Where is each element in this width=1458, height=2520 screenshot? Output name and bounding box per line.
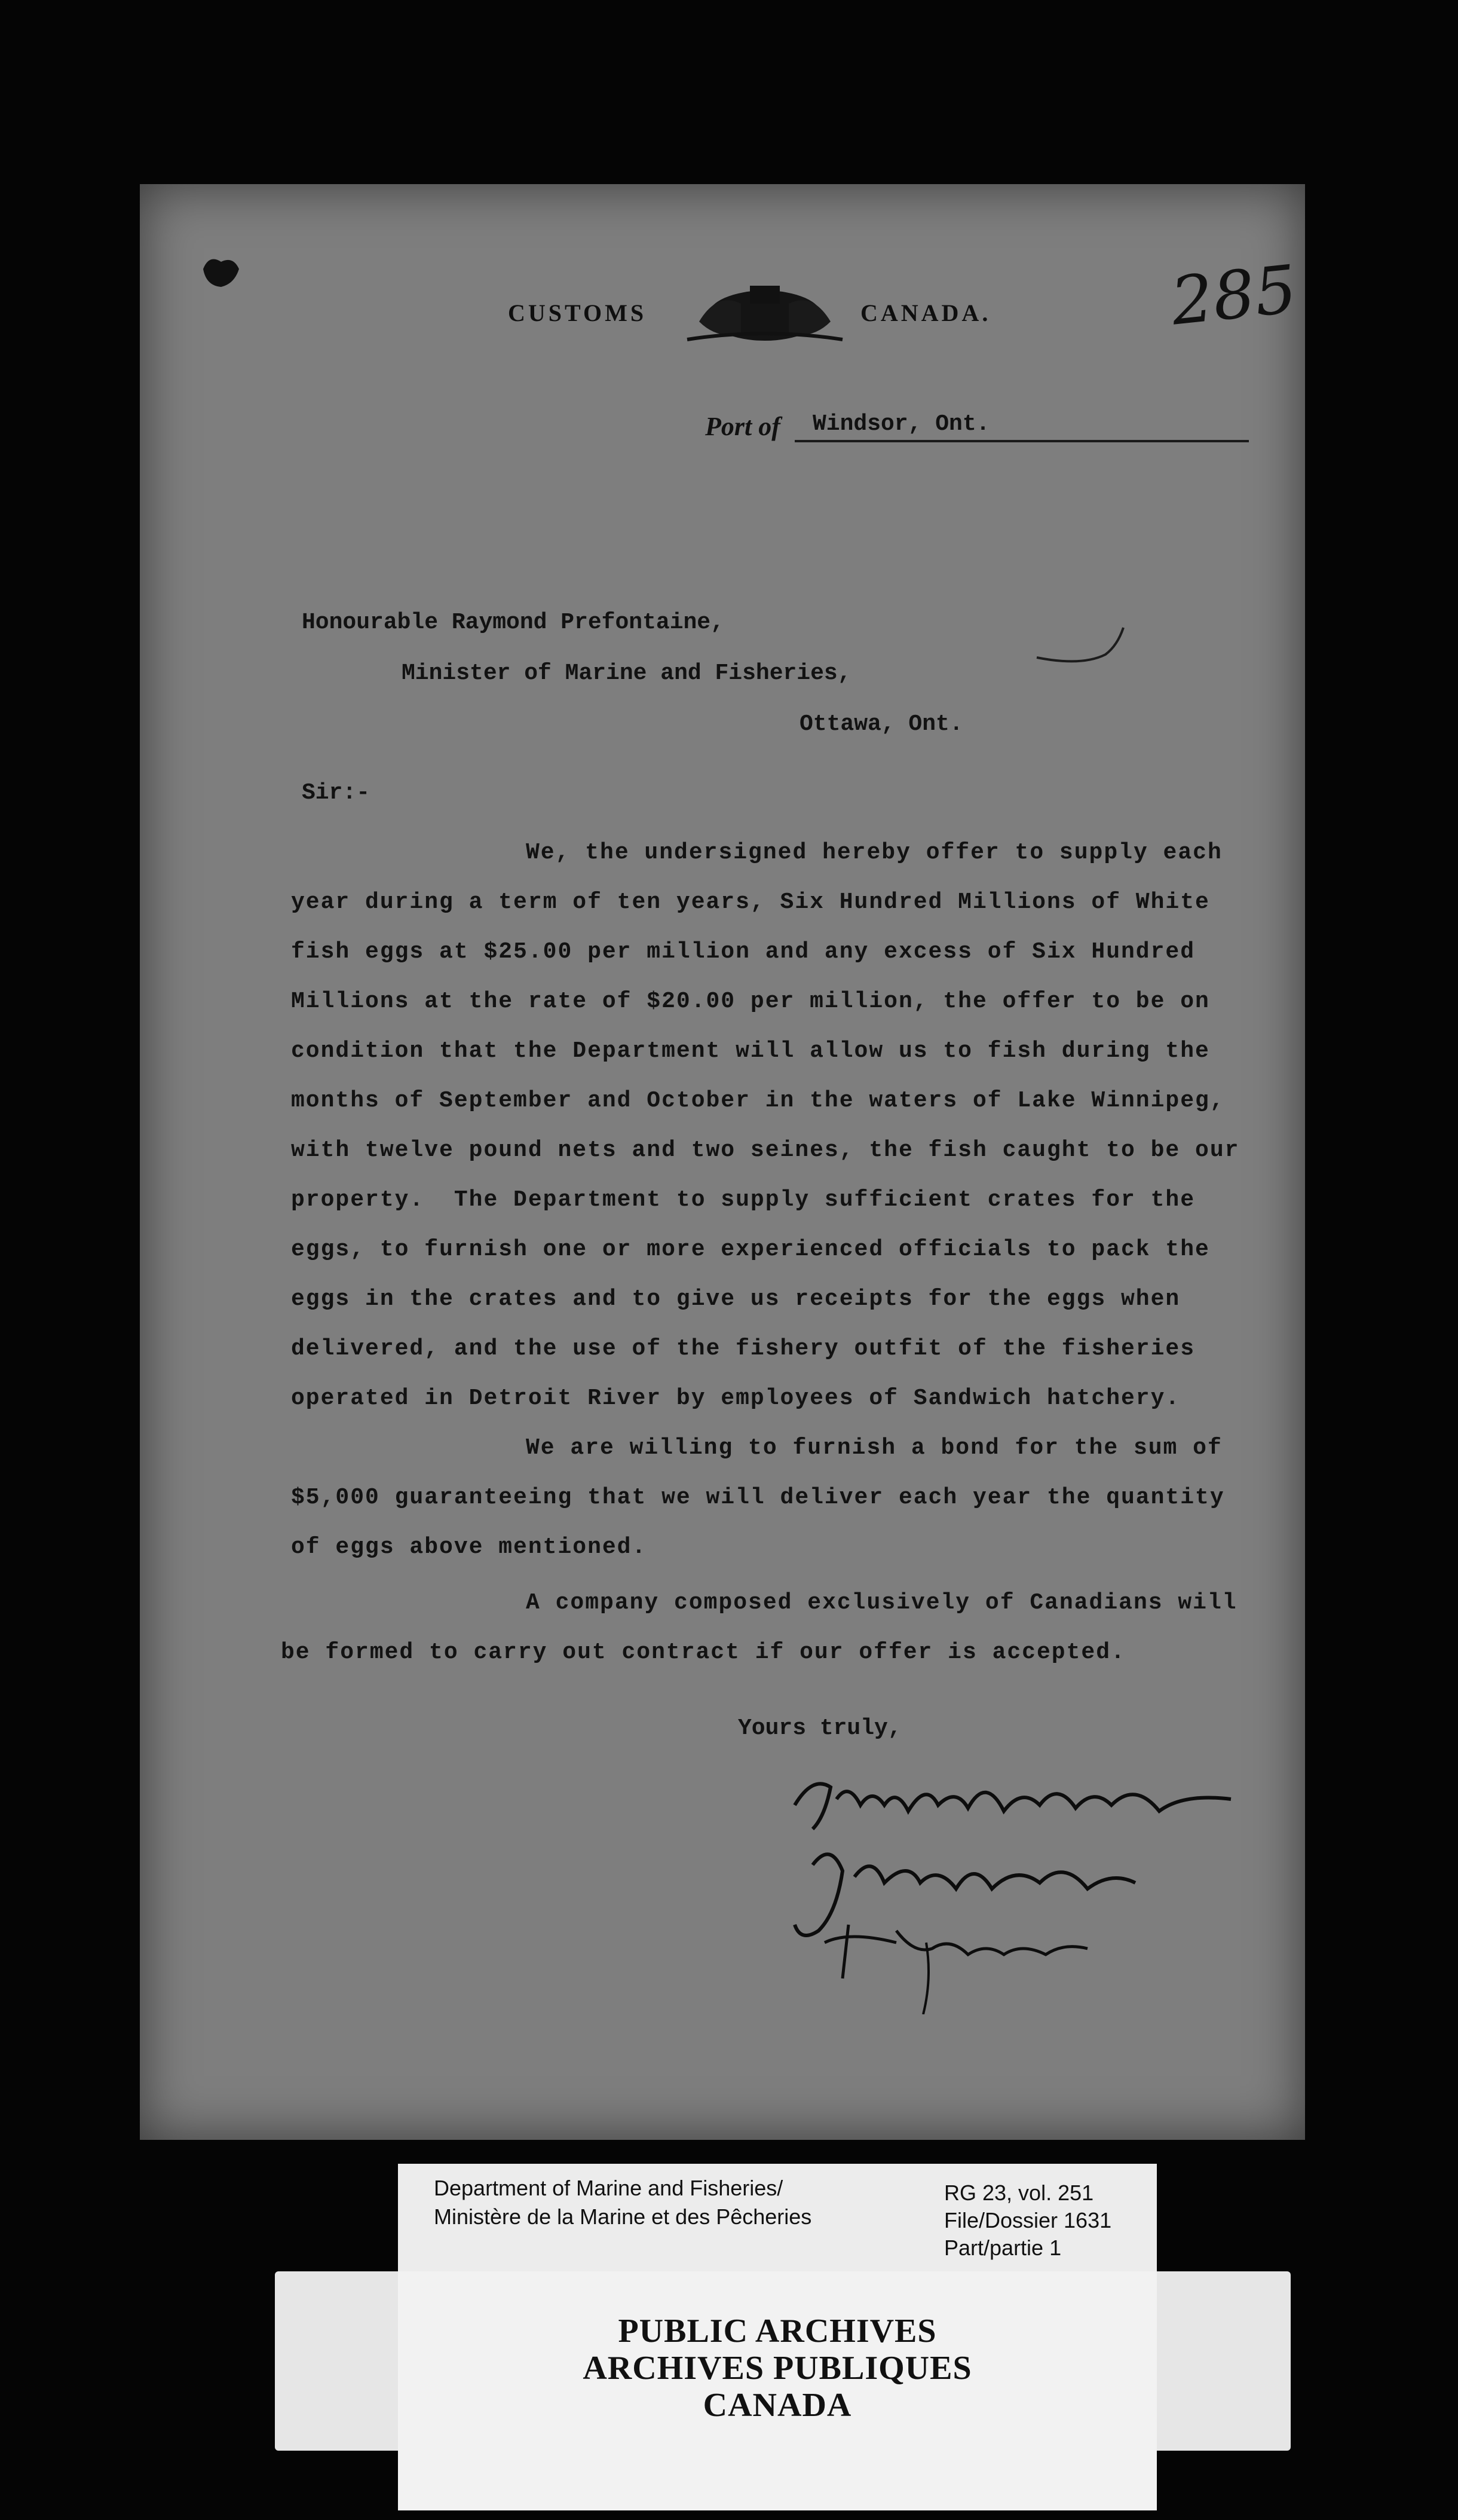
body-line: property. The Department to supply sufficient crates for the xyxy=(291,1187,1196,1213)
letterhead-canada: CANADA. xyxy=(860,299,991,326)
pencil-check-mark xyxy=(1034,622,1129,675)
body-line: months of September and October in the waters of Lake Winnipeg, xyxy=(291,1088,1225,1114)
body-line: We are willing to furnish a bond for the sum of xyxy=(526,1435,1223,1461)
archives-line-1: PUBLIC ARCHIVES xyxy=(618,2313,937,2350)
addressee-name: Honourable Raymond Prefontaine, xyxy=(302,610,724,635)
archive-dept-en: Department of Marine and Fisheries/ xyxy=(434,2176,783,2200)
port-value: Windsor, Ont. xyxy=(795,411,1249,442)
body-line: $5,000 guaranteeing that we will deliver each year the quantity xyxy=(291,1485,1225,1510)
body-line: We, the undersigned hereby offer to supply each xyxy=(526,840,1223,866)
body-line: condition that the Department will allow us to fish during the xyxy=(291,1038,1210,1064)
letterhead-customs: CUSTOMS xyxy=(508,299,647,326)
signatures xyxy=(777,1763,1255,2014)
port-label: Port of xyxy=(705,412,780,441)
body-line: fish eggs at $25.00 per million and any excess of Six Hundred xyxy=(291,939,1196,965)
coat-of-arms-icon xyxy=(675,280,854,345)
body-line: be formed to carry out contract if our offer is accepted. xyxy=(281,1640,1126,1665)
body-line: eggs, to furnish one or more experienced officials to pack the xyxy=(291,1237,1210,1262)
closing: Yours truly, xyxy=(738,1715,902,1741)
archives-line-3: CANADA xyxy=(703,2387,852,2424)
body-line: eggs in the crates and to give us receipts for the eggs when xyxy=(291,1286,1181,1312)
body-line: of eggs above mentioned. xyxy=(291,1534,647,1560)
ink-mark xyxy=(197,251,245,293)
addressee-title: Minister of Marine and Fisheries, xyxy=(402,660,851,686)
archive-dept-fr: Ministère de la Marine et des Pêcheries xyxy=(434,2204,812,2229)
body-line: Millions at the rate of $20.00 per million, the offer to be on xyxy=(291,989,1210,1014)
body-line: delivered, and the use of the fishery outfit of the fisheries xyxy=(291,1336,1196,1362)
salutation: Sir:- xyxy=(302,780,370,806)
handwritten-page-number: 285 xyxy=(1167,250,1301,340)
archives-line-2: ARCHIVES PUBLIQUES xyxy=(583,2350,972,2387)
archive-ref-rg: RG 23, vol. 251 xyxy=(944,2180,1094,2205)
body-line: year during a term of ten years, Six Hundred Millions of White xyxy=(291,889,1210,915)
body-line: operated in Detroit River by employees of Sandwich hatchery. xyxy=(291,1386,1181,1411)
body-line: with twelve pound nets and two seines, the fish caught to be our xyxy=(291,1137,1240,1163)
addressee-city: Ottawa, Ont. xyxy=(800,711,963,737)
archive-ref-part: Part/partie 1 xyxy=(944,2235,1062,2260)
body-line: A company composed exclusively of Canadians will xyxy=(526,1590,1238,1616)
archive-ref-file: File/Dossier 1631 xyxy=(944,2208,1112,2232)
